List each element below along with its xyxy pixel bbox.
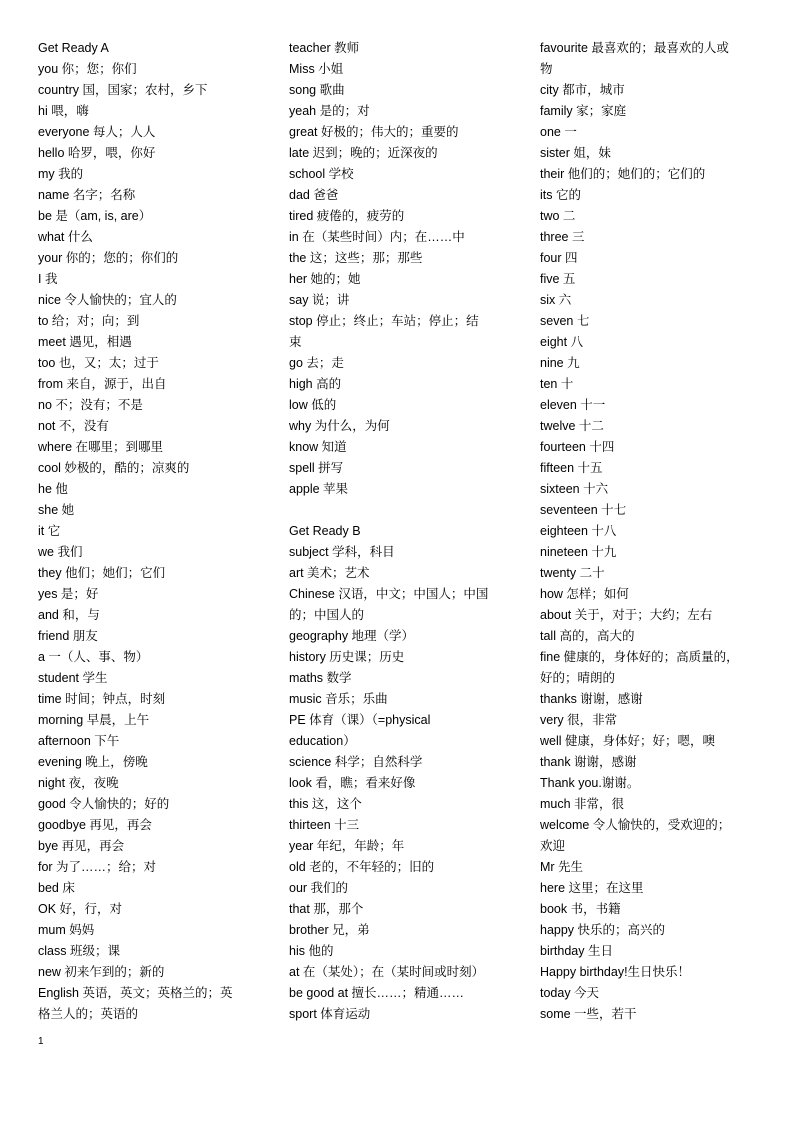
vocab-line: about 关于，对于；大约；左右 [540, 608, 713, 622]
vocab-line: good 令人愉快的；好的 [38, 797, 170, 811]
vocab-line: some 一些，若干 [540, 1007, 637, 1021]
vocab-line: well 健康，身体好；好；嗯，噢 [540, 734, 716, 748]
vocab-line: sixteen 十六 [540, 482, 609, 496]
vocab-line: Get Ready A [38, 41, 109, 55]
vocab-line: twelve 十二 [540, 419, 604, 433]
vocab-line: science 科学；自然科学 [289, 755, 423, 769]
vocab-line: night 夜，夜晚 [38, 776, 119, 790]
vocab-line: birthday 生日 [540, 944, 613, 958]
vocab-line: old 老的，不年轻的；旧的 [289, 860, 435, 874]
vocab-line: you 你；您；你们 [38, 62, 137, 76]
vocab-line: stop 停止；终止；车站；停止；结 [289, 314, 479, 328]
vocab-line: she 她 [38, 503, 75, 517]
vocab-line: eight 八 [540, 335, 584, 349]
vocab-line: thirteen 十三 [289, 818, 360, 832]
vocab-line: everyone 每人；人人 [38, 125, 156, 139]
vocab-line: Chinese 汉语，中文；中国人；中国 [289, 587, 489, 601]
vocab-line: where 在哪里；到哪里 [38, 440, 164, 454]
vocab-line: why 为什么，为何 [289, 419, 390, 433]
vocab-line: art 美术；艺术 [289, 566, 370, 580]
vocab-line: four 四 [540, 251, 578, 265]
vocab-line: hi 喂，嗨 [38, 104, 89, 118]
vocab-line: dad 爸爸 [289, 188, 339, 202]
vocab-line: happy 快乐的；高兴的 [540, 923, 666, 937]
vocab-line: I 我 [38, 272, 58, 286]
vocab-line: nine 九 [540, 356, 580, 370]
vocab-line: he 他 [38, 482, 68, 496]
vocab-line: time 时间；钟点，时刻 [38, 692, 166, 706]
vocab-line: for 为了……；给；对 [38, 860, 157, 874]
vocab-line: look 看，瞧；看来好像 [289, 776, 416, 790]
vocab-line: Miss 小姐 [289, 62, 344, 76]
vocab-line: subject 学科，科目 [289, 545, 395, 559]
vocab-line: five 五 [540, 272, 576, 286]
vocab-line: friend 朋友 [38, 629, 98, 643]
vocab-line: fourteen 十四 [540, 440, 615, 454]
vocab-line: name 名字；名称 [38, 188, 136, 202]
vocab-line: and 和，与 [38, 608, 100, 622]
vocab-line: goodbye 再见，再会 [38, 818, 152, 832]
vocab-line: Thank you.谢谢。 [540, 776, 640, 790]
vocab-line: 格兰人的；英语的 [38, 1007, 139, 1021]
vocab-line: welcome 令人愉快的，受欢迎的； [540, 818, 731, 832]
vocab-line: cool 妙极的，酷的；凉爽的 [38, 461, 190, 475]
vocab-line: today 今天 [540, 986, 600, 1000]
vocab-line: one 一 [540, 125, 577, 139]
vocab-line: its 它的 [540, 188, 581, 202]
vocab-line: new 初来乍到的；新的 [38, 965, 165, 979]
vocab-line: fifteen 十五 [540, 461, 603, 475]
vocab-line: mum 妈妈 [38, 923, 95, 937]
vocab-line: thank 谢谢，感谢 [540, 755, 637, 769]
vocab-line: morning 早晨，上午 [38, 713, 150, 727]
vocab-line: eighteen 十八 [540, 524, 617, 538]
vocab-line: from 来自，源于，出自 [38, 377, 167, 391]
vocab-line: my 我的 [38, 167, 84, 181]
vocab-line: year 年纪，年龄；年 [289, 839, 405, 853]
vocab-line: in 在（某些时间）内；在……中 [289, 230, 465, 244]
vocab-line: education） [289, 734, 356, 748]
vocab-line: too 也，又；太；过于 [38, 356, 159, 370]
vocab-line: hello 哈罗，喂，你好 [38, 146, 156, 160]
vocab-line: maths 数学 [289, 671, 352, 685]
vocab-line: a 一（人、事、物） [38, 650, 149, 664]
vocab-line: brother 兄，弟 [289, 923, 370, 937]
vocab-line: here 这里；在这里 [540, 881, 644, 895]
vocab-line: music 音乐；乐曲 [289, 692, 388, 706]
vocab-line: this 这，这个 [289, 797, 362, 811]
vocab-line: yeah 是的；对 [289, 104, 370, 118]
vocab-line: twenty 二十 [540, 566, 605, 580]
column-1 [38, 38, 263, 1025]
vocab-line: student 学生 [38, 671, 108, 685]
vocab-line: fine 健康的，身体好的；高质量的， [540, 650, 739, 664]
vocab-line: sport 体育运动 [289, 1007, 371, 1021]
vocab-line: apple 苹果 [289, 482, 349, 496]
vocab-line: very 很，非常 [540, 713, 618, 727]
vocab-line: tired 疲倦的，疲劳的 [289, 209, 405, 223]
vocab-line: English 英语，英文；英格兰的；英 [38, 986, 233, 1000]
vocab-line: geography 地理（学） [289, 629, 415, 643]
vocab-line: no 不；没有；不是 [38, 398, 143, 412]
vocab-line: their 他们的；她们的；它们的 [540, 167, 706, 181]
vocab-line: bye 再见，再会 [38, 839, 125, 853]
vocab-line: it 它 [38, 524, 61, 538]
vocab-line: his 他的 [289, 944, 334, 958]
vocab-line: be good at 擅长……；精通…… [289, 986, 465, 1000]
vocab-line: 的；中国人的 [289, 608, 365, 622]
vocab-line: that 那，那个 [289, 902, 364, 916]
vocab-line: eleven 十一 [540, 398, 606, 412]
vocab-line: teacher 教师 [289, 41, 360, 55]
vocab-line: seventeen 十七 [540, 503, 627, 517]
vocab-line: 好的；晴朗的 [540, 671, 616, 685]
vocab-line: not 不，没有 [38, 419, 109, 433]
column-3 [540, 38, 765, 1025]
vocab-line: 欢迎 [540, 839, 566, 853]
vocab-line: spell 拼写 [289, 461, 344, 475]
vocab-line: know 知道 [289, 440, 347, 454]
vocab-line: six 六 [540, 293, 572, 307]
vocab-line: how 怎样；如何 [540, 587, 629, 601]
vocab-line: seven 七 [540, 314, 590, 328]
vocab-line: 束 [289, 335, 302, 349]
vocab-line: thanks 谢谢，感谢 [540, 692, 643, 706]
vocab-line: family 家；家庭 [540, 104, 627, 118]
vocab-line: two 二 [540, 209, 576, 223]
vocab-line: sister 姐，妹 [540, 146, 611, 160]
vocab-line: school 学校 [289, 167, 354, 181]
vocab-line: book 书，书籍 [540, 902, 621, 916]
vocab-line: song 歌曲 [289, 83, 345, 97]
vocab-line: say 说；讲 [289, 293, 350, 307]
vocab-line: we 我们 [38, 545, 83, 559]
vocab-line: history 历史课；历史 [289, 650, 405, 664]
vocab-line: OK 好，行，对 [38, 902, 123, 916]
vocab-line: three 三 [540, 230, 585, 244]
vocab-line: they 他们；她们；它们 [38, 566, 166, 580]
vocab-line: high 高的 [289, 377, 342, 391]
vocab-line: favourite 最喜欢的；最喜欢的人或 [540, 41, 729, 55]
vocab-line: meet 遇见，相遇 [38, 335, 132, 349]
vocab-line: ten 十 [540, 377, 574, 391]
vocab-line: evening 晚上，傍晚 [38, 755, 148, 769]
vocab-line: low 低的 [289, 398, 337, 412]
vocab-line: be 是（am, is, are） [38, 209, 152, 223]
vocab-line: city 都市，城市 [540, 83, 625, 97]
vocab-line: class 班级；课 [38, 944, 120, 958]
vocab-line: our 我们的 [289, 881, 349, 895]
vocab-line: great 好极的；伟大的；重要的 [289, 125, 459, 139]
vocab-line: your 你的；您的；你们的 [38, 251, 179, 265]
column-2 [289, 38, 519, 1025]
vocab-line: Get Ready B [289, 524, 361, 538]
vocab-line: nineteen 十九 [540, 545, 617, 559]
vocab-line: late 迟到；晚的；近深夜的 [289, 146, 438, 160]
vocab-line: bed 床 [38, 881, 75, 895]
vocab-line: what 什么 [38, 230, 93, 244]
vocab-line: go 去；走 [289, 356, 344, 370]
vocab-line: much 非常，很 [540, 797, 625, 811]
vocab-line: PE 体育（课）（=physical [289, 713, 431, 727]
vocab-line: the 这；这些；那；那些 [289, 251, 423, 265]
page-number: 1 [38, 1036, 44, 1047]
vocab-line: yes 是；好 [38, 587, 99, 601]
vocab-line: Happy birthday!生日快乐！ [540, 965, 691, 979]
vocab-line: Mr 先生 [540, 860, 584, 874]
blank-line [289, 500, 519, 521]
vocab-line: afternoon 下午 [38, 734, 120, 748]
vocab-line: her 她的；她 [289, 272, 361, 286]
vocab-line: country 国，国家；农村，乡下 [38, 83, 208, 97]
vocab-line: to 给；对；向；到 [38, 314, 140, 328]
vocab-line: tall 高的，高大的 [540, 629, 635, 643]
vocab-line: 物 [540, 62, 553, 76]
vocab-line: nice 令人愉快的；宜人的 [38, 293, 177, 307]
vocab-line: at 在（某处）；在（某时间或时刻） [289, 965, 485, 979]
